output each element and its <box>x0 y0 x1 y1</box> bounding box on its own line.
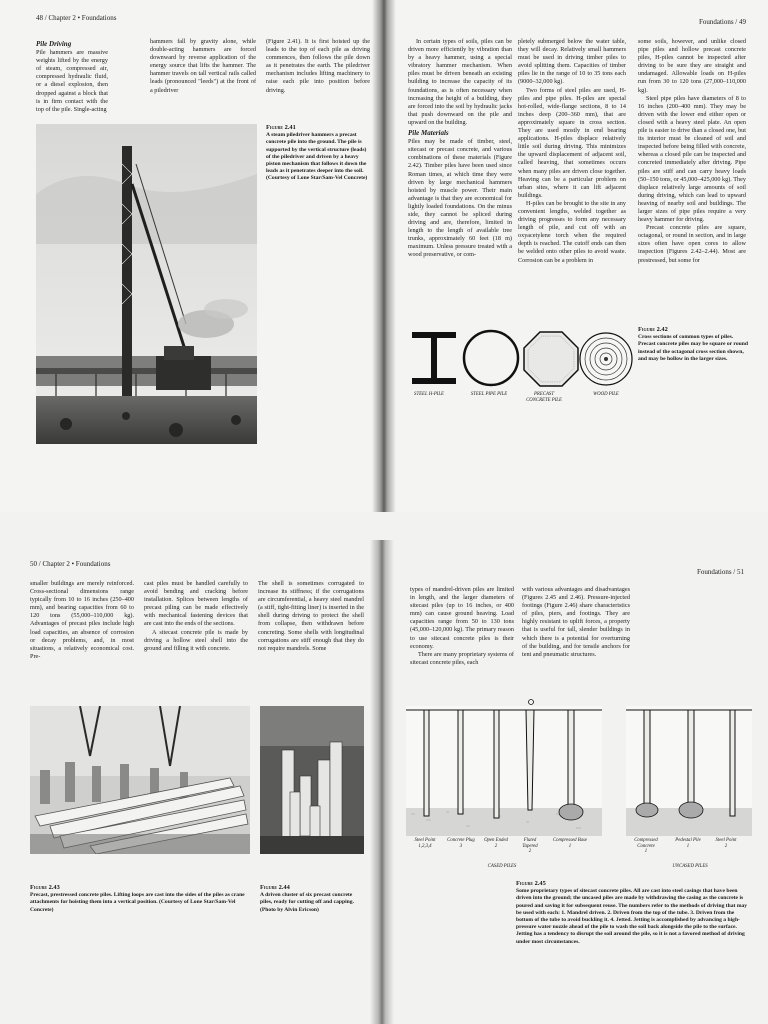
figure-label: Figure 2.44 <box>260 884 290 891</box>
text-column-3 <box>258 580 364 653</box>
caption-text: A steam piledriver hammers a precast concrete pile into the ground. The pile is supported by the vertical structure (leads) of the piledriver and driven by a heavy piston mechanism that follows it down the leads as it penetrates deeper into the soil. (Courtesy of Lone Star/Sam-Vel Concrete) <box>266 132 368 182</box>
diagram-label: PRECAST CONCRETE PILE <box>526 392 562 403</box>
caption-text: A driven cluster of six precast concrete piles, ready for cutting off and capping. (Photo by Alvin Ericson) <box>260 892 354 913</box>
paragraph: A sitecast concrete pile is made by driving a hollow steel shell into the ground and filling it with concrete. <box>144 628 248 652</box>
paragraph: types of mandrel-driven piles are limited in length, and the larger diameters of sitecast piles (up to 16 inches, or 400 mm) can cause ground heaving. Load capacities range from 50 to 130 tons (45,000–120,000 kg). The primary reason to use sitecast concrete piles is their economy. <box>410 586 514 650</box>
pile-type-label: Pedestal Pile 1 <box>675 838 701 849</box>
caption-text: Some proprietary types of sitecast concrete piles. All are cast into steel casings that have been driven into the ground; the uncased piles are made by withdrawing the casing as the concrete is poured and saving it for subsequent reuse. The numbers refer to the methods of driving that may be used with each: 1. Mandrel driven. 2. Driven from the top of the tube. 3. Driven from the bottom of the tube to avoid buckling it. 4. Jetted. Jetting is accomplished by advancing a high-pressure water nozzle ahead of the pile to wash the soil back alongside the pile to the surface. Jetting has a tendency to disrupt the soil around the pile, so it is not a favored method of driving under most circumstances. <box>516 888 748 945</box>
pile-type-label: Open Ended 2 <box>484 838 508 849</box>
paragraph: The shell is sometimes corrugated to increase its stiffness; if the corrugations are circumferential, a heavy steel mandrel (a stiff, tight-fitting liner) is inserted in the shell during driving to protect the shell from collapse, then withdrawn before concreting. Some shells with longitudinal corrugations are stiff enough that they do not require mandrels. Some <box>258 580 364 652</box>
text-column-1 <box>410 586 514 667</box>
h-pile-section-icon <box>412 332 456 384</box>
figure-label: Figure 2.45 <box>516 880 546 887</box>
pile-type-label: Fluted Tapered 2 <box>522 838 538 855</box>
cased-piles-diagram <box>406 696 602 836</box>
paragraph: In certain types of soils, piles can be driven more efficiently by vibration than by a heavy hammer, using a special vibratory hammer mechanism. When piles must be driven beneath an existing building to increase the capacity of its foundations, as is often necessary when increasing the height of a building, they are forced into the soil by hydraulic jacks that push downward on the pile and upward on the building. <box>408 38 512 126</box>
text-column-1 <box>408 38 512 260</box>
binding-gutter <box>370 540 394 1024</box>
pile-type-label: Compressed Concrete 1 <box>634 838 658 855</box>
piledriver-photo <box>36 124 257 444</box>
page-header: Foundations / 51 <box>696 568 744 576</box>
page-50 <box>0 512 378 1024</box>
page-48 <box>0 0 378 512</box>
paragraph: Piles may be made of timber, steel, sitecast or precast concrete, and various combinations of these materials (Figure 2.42). Timber piles have been used since Roman times, at which time they were driven by large mechanical hammers hoisted by muscle power. Their main advantage is that they are economical for lightly loaded foundations. On the minus side, they cannot be spliced during driving and are, therefore, limited in length to the length of available tree trunks, approximately 60 feet (18 m) maximum. Unless pressure treated with a wood preservative, or com- <box>408 138 512 259</box>
pipe-pile-section-icon <box>464 331 518 385</box>
section-heading: Pile Materials <box>408 129 449 138</box>
figure-label: Figure 2.42 <box>638 326 668 333</box>
diagram-label: STEEL H-PILE <box>414 392 444 397</box>
diagram-label: STEEL PIPE PILE <box>470 392 508 397</box>
wood-pile-section-icon <box>580 333 632 385</box>
paragraph: pletely submerged below the water table, they will decay. Relatively small hammers must be used in driving timber piles to avoid splitting them. Capacities of timber piles lie in the range of 10 to 35 tons each (9000–32,000 kg). <box>518 38 626 86</box>
paragraph: Precast concrete piles are square, octagonal, or round in section, and in large sizes often have open cores to allow inspection (Figures 2.42–2.44). Most are prestressed, but some for <box>638 224 746 264</box>
text-column-3 <box>638 38 746 265</box>
pile-type-label: Steel Point 1,2,3,4 <box>414 838 436 849</box>
paragraph: (Figure 2.41). It is first hoisted up the leads to the top of each pile as driving commences, then follows the pile down as it penetrates the earth. The piledriver mechanism includes lifting machinery to raise each pile into position before driving. <box>266 38 370 94</box>
paragraph: some soils, however, and unlike closed pipe piles and hollow precast concrete piles, H-piles cannot be inspected after driving to be sure they are straight and undamaged. Allowable loads on H-piles run from 30 to 120 tons (27,000–110,000 kg). <box>638 38 746 94</box>
text-column-3 <box>266 38 370 95</box>
page-51 <box>396 512 768 1024</box>
figure-caption <box>260 884 364 914</box>
pile-type-label: Concrete Plug 3 <box>447 838 475 849</box>
pile-type-label: Steel Point 2 <box>715 838 737 849</box>
pile-cluster-photo <box>260 706 364 854</box>
diagram-label: WOOD PILE <box>593 392 619 397</box>
paragraph: Two forms of steel piles are used, H-piles and pipe piles. H-piles are special hot-rolled, wide-flange sections, 8 to 14 inches deep (200–360 mm), that are approximately square in cross section. They are used mostly in end bearing applications. H-piles displace relatively little soil during driving. This minimizes the upward displacement of adjacent soil, called heaving, that sometimes occurs when many piles are driven close together. Heaving can be a particular problem on urban sites, where it can lift adjacent buildings. <box>518 86 626 199</box>
paragraph: Steel pipe piles have diameters of 8 to 16 inches (200–400 mm). They may be driven with the lower end either open or closed with a heavy steel plate. An open pile is easier to drive than a closed one, but its interior must be cleaned of soil and inspected before being filled with concrete, whereas a closed pile can be inspected and concreted immediately after driving. Pipe piles are stiff and can carry heavy loads (50–150 tons, or 45,000–425,000 kg). They displace relatively large amounts of soil during driving, which can lead to upward heaving of nearby soil and buildings. The larger sizes of pipe piles require a very heavy hammer for driving. <box>638 94 746 224</box>
caption-text: Cross sections of common types of piles. Precast concrete piles may be square or round instead of the octagonal cross section shown, and may be hollow in the larger sizes. <box>638 334 748 362</box>
paragraph: There are many proprietary systems of sitecast concrete piles, each <box>410 650 514 666</box>
paragraph: smaller buildings are merely reinforced. Cross-sectional dimensions range typically from 10 to 16 inches (250–400 mm), and bearing capacities from 60 to 120 tons (55,000–110,000 kg). Advantages of precast piles include high load capacities, an absence of corrosion or decay problems, and, in most situations, a relatively economical cost. Pre- <box>30 580 134 660</box>
text-column-2 <box>150 38 256 95</box>
paragraph: H-piles can be brought to the site in any convenient lengths, welded together as driving progresses to form any necessary length of pile, and cut off with an oxyacetylene torch when the required depth is reached. The cutoff ends can then be welded onto other piles to avoid waste. Corrosion can be a problem in <box>518 199 626 264</box>
figure-caption <box>638 326 748 363</box>
text-column-1 <box>30 580 134 661</box>
figure-caption <box>30 884 250 914</box>
precast-piles-photo <box>30 706 250 854</box>
page-header: 50 / Chapter 2 • Foundations <box>30 560 111 568</box>
caption-text: Precast, prestressed concrete piles. Lifting loops are cast into the sides of the piles as crane attachments for hoisting them into a vertical position. (Courtesy of Lone Star/Sam-Vel Concrete) <box>30 892 245 913</box>
text-column-2 <box>518 38 626 265</box>
figure-caption <box>266 124 370 183</box>
figure-label: Figure 2.43 <box>30 884 60 891</box>
precast-pile-section-icon <box>524 332 578 386</box>
group-label: CASED PILES <box>487 864 517 869</box>
page-header: Foundations / 49 <box>698 18 746 26</box>
pile-cross-sections-diagram <box>406 322 636 402</box>
paragraph: with various advantages and disadvantages (Figures 2.45 and 2.46). Pressure-injected footings (Figure 2.46) share characteristics of piles, piers, and footings. They are highly resistant to uplift forces, a property that is useful for tall, slender buildings in which there is a potential for overturning of the building, and for tensile anchors for tent and pneumatic structures. <box>522 586 630 658</box>
text-column-1 <box>36 38 108 114</box>
paragraph: Pile hammers are massive weights lifted by the energy of steam, compressed air, compressed hydraulic fluid, or a diesel explosion, then dropped against a block that is in firm contact with the top of the pile. Single-acting <box>36 49 108 113</box>
uncased-piles-diagram <box>626 696 752 836</box>
text-column-2 <box>522 586 630 659</box>
section-heading: Pile Driving <box>36 40 72 48</box>
group-label: UNCASED PILES <box>672 864 708 869</box>
pile-type-label: Compressed Base 1 <box>552 838 588 849</box>
page-49 <box>390 0 768 512</box>
bottom-spread <box>0 512 768 1024</box>
figure-label: Figure 2.41 <box>266 124 296 131</box>
page-header: 48 / Chapter 2 • Foundations <box>36 14 117 22</box>
paragraph: cast piles must be handled carefully to avoid bending and cracking before installation. Splices between lengths of precast piling can be made effectively with mechanical fastening devices that are cast into the ends of the sections. <box>144 580 248 628</box>
figure-caption <box>516 880 752 946</box>
paragraph: hammers fall by gravity alone, while double-acting hammers are forced downward by reverse application of the energy source that lifts the hammer. The hammer travels on tall vertical rails called leads (pronounced "leeds") at the front of a piledriver <box>150 38 256 94</box>
text-column-2 <box>144 580 248 653</box>
